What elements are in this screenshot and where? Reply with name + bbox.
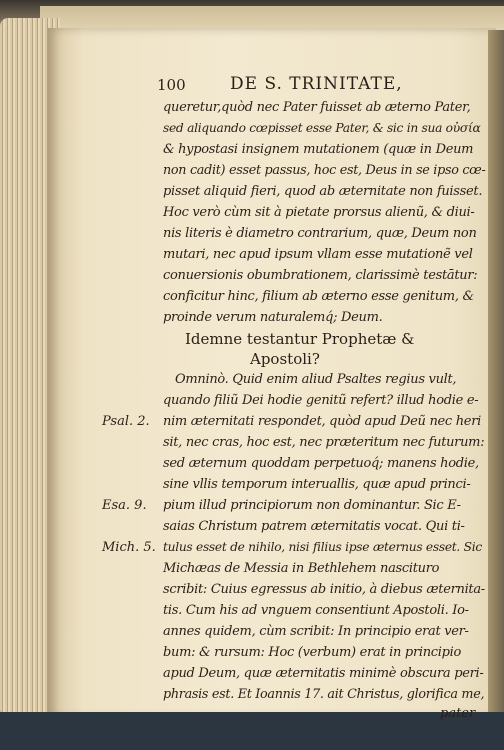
text-line: nis literis è diametro contrarium, quæ, Deum non [163, 226, 477, 241]
text-line: queretur,quòd nec Pater fuisset ab æterno Pater, [163, 100, 471, 115]
background-surface [0, 712, 504, 750]
text-line: pisset aliquid fieri, quod ab æternitate non fuisset. [163, 184, 483, 199]
facing-page-edge [488, 30, 504, 720]
text-line: phrasis est. Et Ioannis 17. ait Christus, glorifica me, [163, 687, 485, 702]
text-line: proinde verum naturalemq́; Deum. [163, 310, 383, 325]
text-line: non cadit) esset passus, hoc est, Deus in se ipso cœ- [163, 163, 486, 178]
running-title: DE S. TRINITATE, [230, 74, 403, 94]
text-line: sine vllis temporum interuallis, quæ apud princi- [163, 477, 471, 492]
section-heading: Idemne testantur Prophetæ & [185, 330, 415, 348]
text-line: bum: & rursum: Hoc (verbum) erat in principio [163, 645, 462, 660]
text-line: pium illud principiorum non dominantur. Sic E- [163, 498, 461, 513]
text-line: annes quidem, cùm scribit: In principio erat ver- [163, 624, 469, 639]
text-line: sed æternum quoddam perpetuoq́; manens hodie, [163, 456, 479, 471]
margin-note-psalm: Psal. 2. [102, 414, 150, 429]
section-heading-continued: Apostoli? [250, 350, 320, 368]
text-line: & hypostasi insignem mutationem (quæ in Deum [163, 142, 474, 157]
text-line: conuersionis obumbrationem, clarissimè testātur: [163, 268, 478, 283]
margin-note-isaiah: Esa. 9. [102, 498, 147, 513]
text-line: Hoc verò cùm sit à pietate prorsus alienũ, & diui- [163, 205, 475, 220]
text-line: mutari, nec apud ipsum vllam esse mutationẽ vel [163, 247, 473, 262]
text-line: scribit: Cuius egressus ab initio, à diebus æternita- [163, 582, 485, 597]
text-line: sed aliquando cœpisset esse Pater, & sic in sua οὐσία [163, 121, 481, 135]
text-line: Omninò. Quid enim aliud Psaltes regius vult, [175, 372, 457, 387]
text-line: Michæas de Messia in Bethlehem nascituro [163, 561, 440, 576]
text-line: quando filiũ Dei hodie genitũ refert? illud hodie e- [163, 393, 479, 408]
text-line: apud Deum, quæ æternitatis minimè obscura peri- [163, 666, 484, 681]
text-line: conficitur hinc, filium ab æterno esse genitum, & [163, 289, 474, 304]
page-number: 100 [157, 76, 186, 94]
text-line: saias Christum patrem æternitatis vocat. Qui ti- [163, 519, 465, 534]
text-line: sit, nec cras, hoc est, nec præteritum nec futurum: [163, 435, 485, 450]
text-line: tulus esset de nihilo, nisi filius ipse æternus esset. Sic [163, 540, 482, 554]
margin-note-micah: Mich. 5. [102, 540, 156, 555]
text-line: nim æternitati respondet, quòd apud Deũ nec heri [163, 414, 481, 429]
catchword: pater [440, 706, 476, 721]
text-line: tis. Cum his ad vnguem consentiunt Apostoli. Io- [163, 603, 469, 618]
